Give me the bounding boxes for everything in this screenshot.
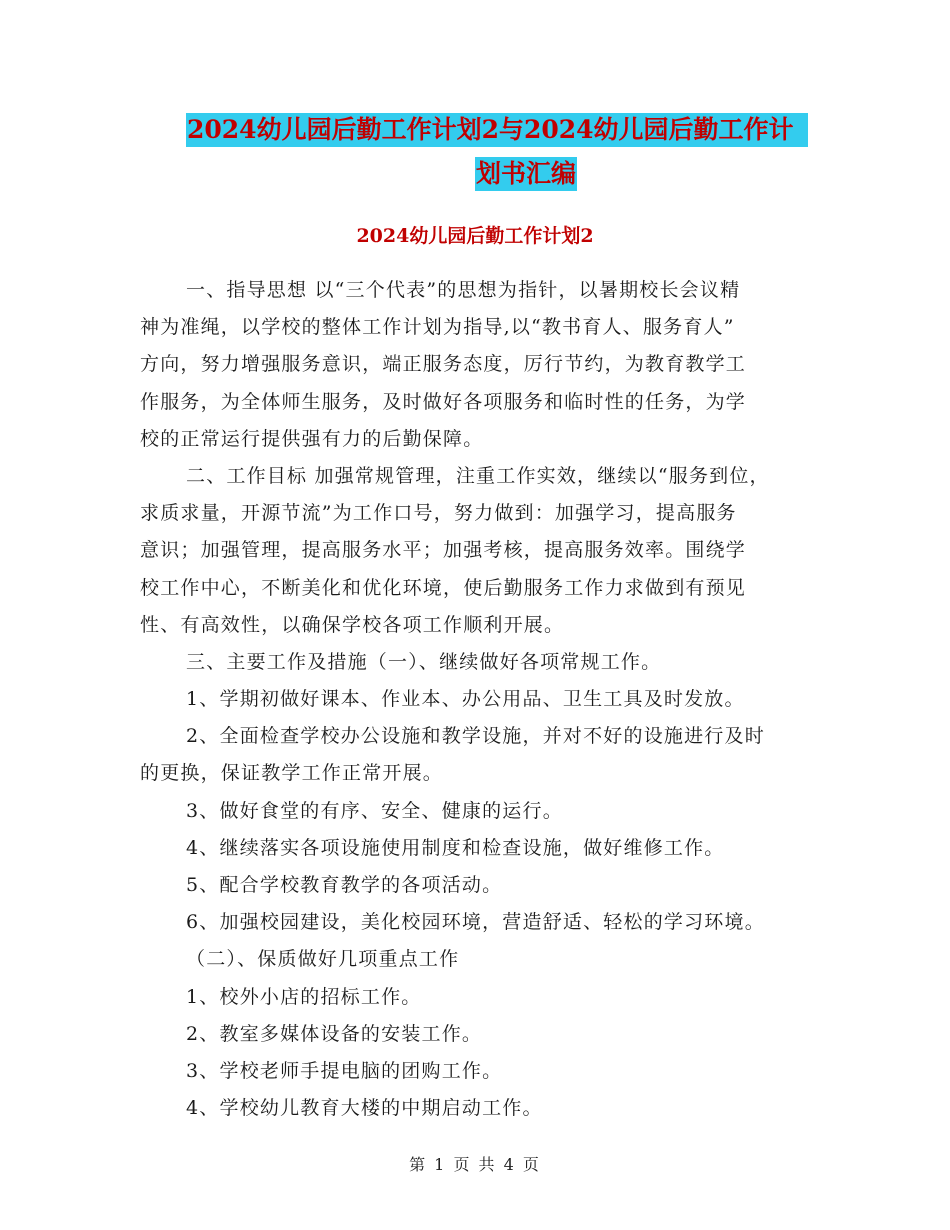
body-line: 神为准绳，以学校的整体工作计划为指导,以“教书育人、服务育人”	[140, 316, 735, 339]
body-line: 二、工作目标 加强常规管理，注重工作实效，继续以“服务到位，	[186, 464, 770, 487]
body-line: 5、配合学校教育教学的各项活动。	[186, 874, 503, 896]
document-title-line-1: 2024幼儿园后勤工作计划2与2024幼儿园后勤工作计	[186, 113, 808, 147]
body-line: 三、主要工作及措施（一）、继续做好各项常规工作。	[186, 650, 662, 673]
body-line: 4、继续落实各项设施使用制度和检查设施，做好维修工作。	[186, 836, 725, 859]
body-line: 2、全面检查学校办公设施和教学设施，并对不好的设施进行及时	[186, 725, 765, 748]
body-line: 求质求量，开源节流”为工作口号，努力做到：加强学习，提高服务	[140, 502, 737, 525]
body-line: 校的正常运行提供强有力的后勤保障。	[140, 427, 484, 450]
body-line: 作服务，为全体师生服务，及时做好各项服务和临时性的任务，为学	[140, 390, 747, 413]
document-body	[140, 272, 820, 1127]
body-line: 6、加强校园建设，美化校园环境，营造舒适、轻松的学习环境。	[186, 911, 765, 934]
body-line: 方向，努力增强服务意识，端正服务态度，厉行节约，为教育教学工	[140, 353, 747, 376]
body-line: 2、教室多媒体设备的安装工作。	[186, 1022, 483, 1045]
body-line: 意识；加强管理，提高服务水平；加强考核，提高服务效率。围绕学	[140, 539, 747, 562]
body-line: （二）、保质做好几项重点工作	[186, 948, 460, 971]
page-footer: 第 1 页 共 4 页	[409, 1155, 541, 1174]
body-line: 一、指导思想 以“三个代表”的思想为指针，以暑期校长会议精	[186, 279, 741, 301]
section-subtitle: 2024幼儿园后勤工作计划2	[356, 225, 594, 247]
body-line: 3、做好食堂的有序、安全、健康的运行。	[186, 799, 563, 822]
body-line: 4、学校幼儿教育大楼的中期启动工作。	[186, 1097, 543, 1120]
body-line: 1、学期初做好课本、作业本、办公用品、卫生工具及时发放。	[186, 688, 745, 711]
body-line: 3、学校老师手提电脑的团购工作。	[186, 1059, 503, 1082]
body-line: 校工作中心，不断美化和优化环境，使后勤服务工作力求做到有预见	[140, 576, 747, 599]
body-line: 1、校外小店的招标工作。	[186, 985, 422, 1008]
body-line: 性、有高效性，以确保学校各项工作顺利开展。	[140, 613, 565, 636]
body-line: 的更换，保证教学工作正常开展。	[140, 762, 444, 785]
document-title-line-2: 划书汇编	[475, 157, 577, 191]
